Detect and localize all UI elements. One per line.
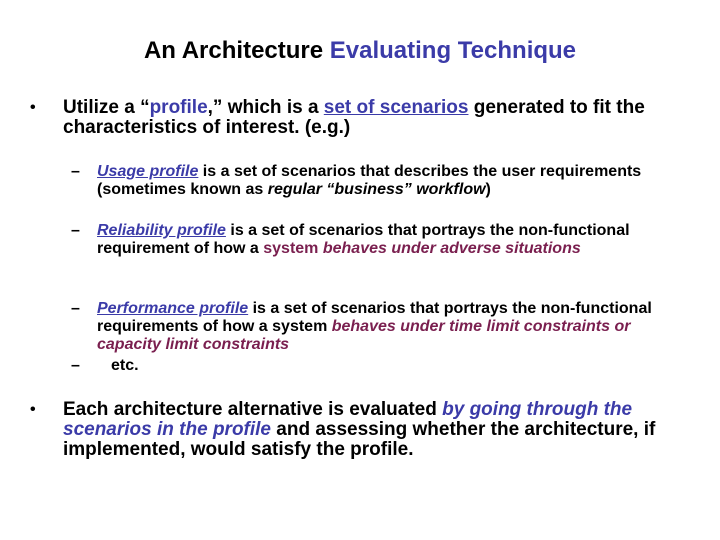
bullet2-text-a: Each architecture alternative is evaluated bbox=[63, 399, 443, 420]
bullet1-text-a: Utilize a “ bbox=[63, 97, 150, 118]
bullet-marker: • bbox=[30, 401, 36, 418]
dash-marker: – bbox=[71, 357, 80, 374]
slide-title bbox=[0, 36, 720, 66]
usage-text-a: is a set of scenarios that describes the user requirements (sometimes known as bbox=[97, 163, 642, 198]
etc-text: etc. bbox=[111, 357, 139, 374]
title-accent: Evaluating Technique bbox=[329, 37, 577, 64]
bullet2-text-b: and assessing whether the architecture, if implemented, would satisfy the profile. bbox=[63, 419, 656, 460]
dash-marker: – bbox=[71, 222, 80, 239]
performance-profile-term: Performance profile bbox=[97, 300, 249, 317]
usage-profile-term: Usage profile bbox=[97, 163, 199, 180]
title-plain: An Architecture bbox=[143, 37, 330, 64]
bullet1-text-c: generated to fit the characteristics of interest. (e.g.) bbox=[63, 97, 645, 138]
usage-text-b: ) bbox=[485, 181, 491, 198]
sub-text bbox=[97, 163, 677, 199]
sub-text bbox=[97, 222, 677, 258]
bullet-text bbox=[63, 98, 703, 138]
bullet1-text-b: ,” which is a bbox=[207, 97, 324, 118]
going-through-term: by going through the scenarios in the profile bbox=[63, 399, 633, 440]
bullet-marker: • bbox=[30, 99, 36, 116]
dash-marker: – bbox=[71, 300, 80, 317]
workflow-term: regular “business” workflow bbox=[267, 181, 486, 198]
dash-marker: – bbox=[71, 163, 80, 180]
sub-text bbox=[111, 357, 691, 375]
sub-text bbox=[97, 300, 677, 354]
set-of-scenarios-term: set of scenarios bbox=[323, 97, 469, 118]
system-term: system bbox=[263, 240, 319, 257]
profile-term: profile bbox=[149, 97, 208, 118]
bullet-text bbox=[63, 400, 703, 460]
time-limit-term: behaves under time limit constraints or capacity limit constraints bbox=[97, 318, 631, 353]
reliability-text-a: is a set of scenarios that portrays the non-functional requirement of how a bbox=[97, 222, 630, 257]
adverse-term: behaves under adverse situations bbox=[322, 240, 581, 257]
reliability-profile-term: Reliability profile bbox=[97, 222, 226, 239]
performance-text-a: is a set of scenarios that portrays the non-functional requirements of how a system bbox=[97, 300, 652, 335]
